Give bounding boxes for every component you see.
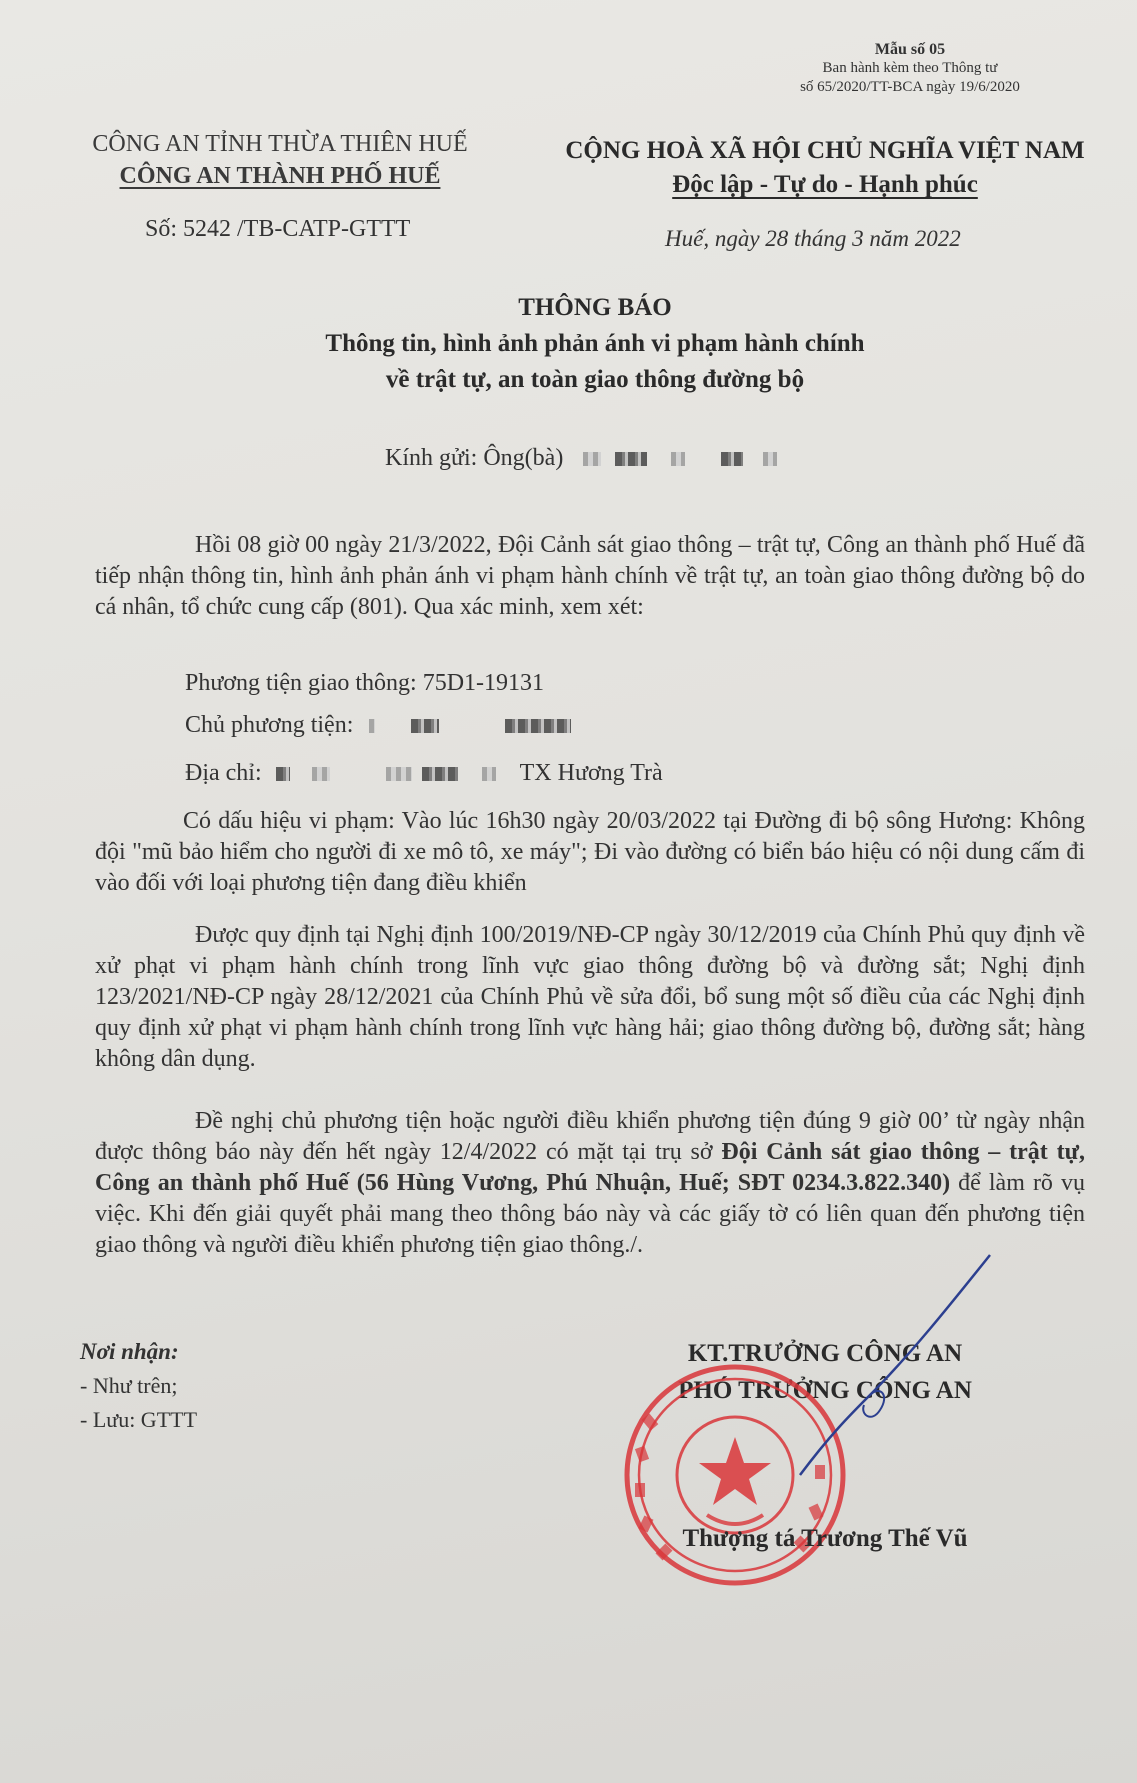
redaction-mark	[763, 452, 777, 466]
redaction-mark	[411, 719, 439, 733]
signer-line2: PHÓ TRƯỞNG CÔNG AN	[678, 1377, 972, 1404]
vehicle-line: Phương tiện giao thông: 75D1-19131	[185, 670, 545, 696]
recipient-label: Kính gửi: Ông(bà)	[385, 445, 564, 471]
signer-name: Thượng tá Trương Thế Vũ	[682, 1525, 968, 1552]
request-text-1: Đề nghị chủ phương tiện hoặc người điều khiển phương tiện đúng 9 giờ 00’ từ ngày nhận được thông báo này đến hết ngày 12/4/2022 có mặt tại trụ sở	[95, 1108, 1085, 1165]
redaction-mark	[505, 719, 571, 733]
issuing-agency	[60, 128, 500, 192]
form-issued-line1: Ban hành kèm theo Thông tư	[822, 60, 998, 76]
form-issued-line2: số 65/2020/TT-BCA ngày 19/6/2020	[800, 79, 1020, 95]
form-number: Mẫu số 05	[874, 41, 946, 58]
request-office: Đội Cảnh sát giao thông – trật tự, Công an thành phố Huế (56 Hùng Vương, Phú Nhuận, Huế; SĐT 0234.3.822.340)	[95, 1139, 1085, 1196]
title-line1: Thông tin, hình ảnh phản ánh vi phạm hành chính	[325, 330, 865, 357]
redaction-mark	[671, 452, 685, 466]
redaction-mark	[312, 767, 330, 781]
redaction-mark	[615, 452, 647, 466]
form-number-block	[760, 40, 1060, 97]
redaction-mark	[482, 767, 496, 781]
redaction-mark	[369, 719, 375, 733]
legal-basis-paragraph: Được quy định tại Nghị định 100/2019/NĐ-CP ngày 30/12/2019 của Chính Phủ quy định về xử phạt vi phạm hành chính trong lĩnh vực giao thông đường bộ và đường sắt; Nghị định 123/2021/NĐ-CP ngày 28/12/2021 của Chính Phủ về sửa đổi, bổ sung một số điều của các Nghị định quy định xử phạt vi phạm hành chính trong lĩnh vực hàng hải; giao thông đường bộ, đường sắt; hàng không dân dụng.	[95, 922, 1085, 1072]
recipients-item: - Như trên;	[80, 1373, 178, 1398]
address-line	[185, 760, 663, 787]
place-date: Huế, ngày 28 tháng 3 năm 2022	[665, 226, 961, 251]
signer-line1: KT.TRƯỞNG CÔNG AN	[687, 1340, 963, 1367]
signature-icon	[760, 1245, 1000, 1485]
nation-motto: Độc lập - Tự do - Hạnh phúc	[672, 171, 978, 198]
document-number: Số: 5242 /TB-CATP-GTTT	[145, 216, 411, 242]
violation-paragraph: Có dấu hiệu vi phạm: Vào lúc 16h30 ngày 20/03/2022 tại Đường đi bộ sông Hương: Không đội "mũ bảo hiểm cho người đi xe mô tô, xe máy"; Đi vào đường có biển báo hiệu có nội dung cấm đi vào đối với loại phương tiện đang điều khiển	[95, 808, 1085, 896]
redaction-mark	[721, 452, 743, 466]
owner-line	[185, 712, 571, 739]
recipients-item: - Lưu: GTTT	[80, 1407, 198, 1432]
recipients-heading: Nơi nhận:	[80, 1339, 179, 1364]
owner-label: Chủ phương tiện:	[185, 712, 354, 738]
recipients-block	[80, 1335, 197, 1437]
intro-paragraph: Hồi 08 giờ 00 ngày 21/3/2022, Đội Cảnh sát giao thông – trật tự, Công an thành phố Huế đã tiếp nhận thông tin, hình ảnh phản ánh vi phạm hành chính về trật tự, an toàn giao thông đường bộ do cá nhân, tổ chức cung cấp (801). Qua xác minh, xem xét:	[95, 532, 1085, 620]
redaction-mark	[422, 767, 458, 781]
request-paragraph	[95, 1106, 1085, 1261]
request-text-2: để làm rõ vụ việc. Khi đến giải quyết phải mang theo thông báo này và các giấy tờ có liên quan đến phương tiện giao thông và người điều khiển phương tiện giao thông./.	[95, 1170, 1085, 1258]
agency-parent: CÔNG AN TỈNH THỪA THIÊN HUẾ	[92, 131, 468, 157]
title-line2: về trật tự, an toàn giao thông đường bộ	[385, 366, 805, 393]
recipient-line	[385, 445, 777, 472]
title-main: THÔNG BÁO	[518, 294, 672, 321]
document-title	[200, 290, 990, 398]
national-header	[540, 134, 1110, 202]
address-label: Địa chỉ:	[185, 760, 262, 786]
address-tail: TX Hương Trà	[519, 760, 663, 786]
redaction-mark	[386, 767, 412, 781]
redaction-mark	[583, 452, 601, 466]
nation-name: CỘNG HOÀ XÃ HỘI CHỦ NGHĨA VIỆT NAM	[565, 137, 1085, 164]
agency-unit: CÔNG AN THÀNH PHỐ HUẾ	[119, 163, 441, 189]
redaction-mark	[276, 767, 290, 781]
